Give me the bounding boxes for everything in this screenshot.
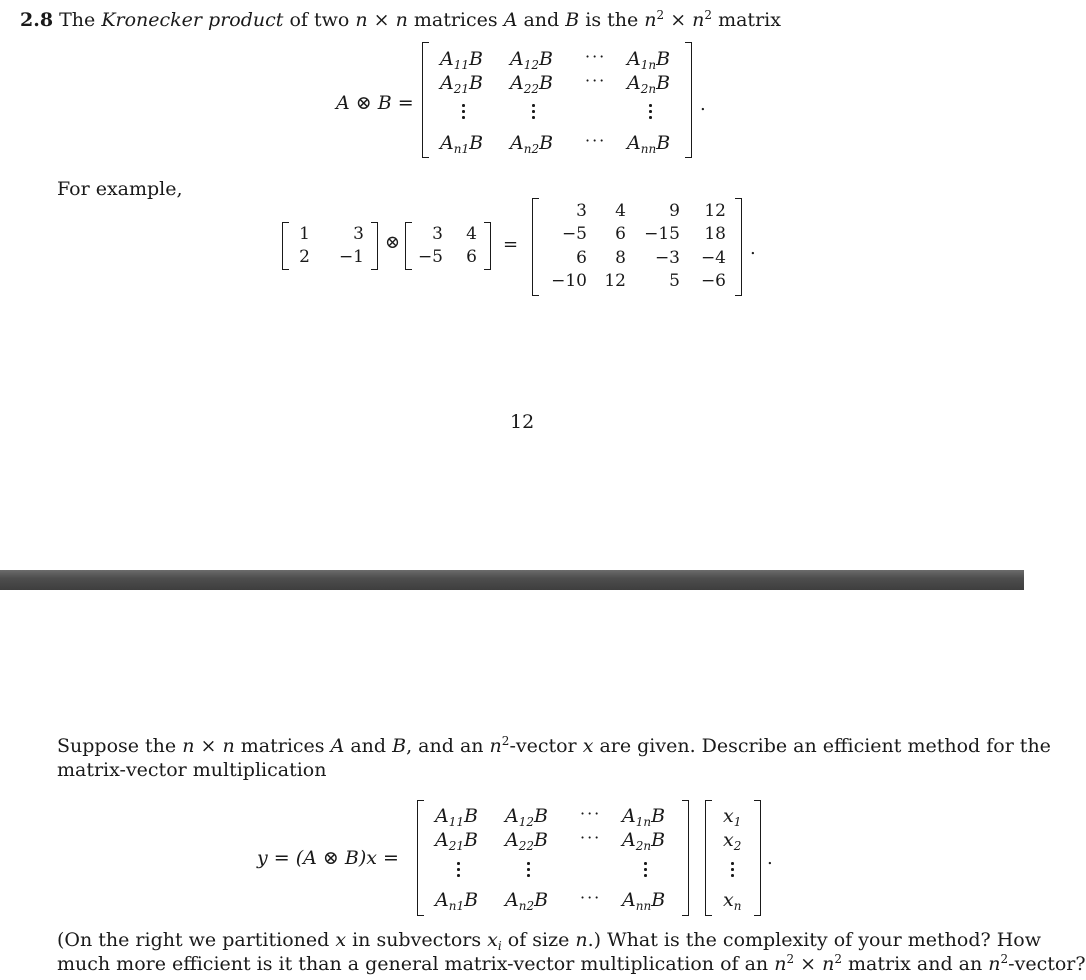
problem-number: 2.8 — [20, 9, 54, 31]
equals-symbol: = — [503, 234, 519, 255]
matrix-a-cell: −1 — [338, 247, 364, 267]
block-cell: $A_{n1}B$ — [440, 132, 484, 156]
matrix-b-cell: 3 — [432, 224, 443, 244]
closing-line-1: (On the right we partitioned x in subvectors $x_i$ of size n.) What is the complexity of your method? How — [57, 929, 1041, 953]
vdots — [457, 862, 461, 880]
result-cell: −6 — [700, 271, 726, 291]
block-matrix-lhs: A ⊗ B = — [336, 92, 414, 114]
block-cell: $A_{1n}B$ — [627, 48, 671, 72]
matrix-b-cell: 6 — [466, 247, 477, 267]
paragraph-line-2: matrix-vector multiplication — [57, 759, 327, 781]
problem-statement — [20, 8, 781, 32]
result-cell: −10 — [551, 271, 587, 291]
product-period: . — [767, 848, 773, 869]
hdots: ··· — [585, 131, 607, 150]
block-cell: $A_{n2}B$ — [505, 889, 549, 913]
paragraph-line-1: Suppose the n × n matrices A and B, and an $n^2$-vector x are given. Describe an efficient method for the — [57, 734, 1051, 757]
block-cell: $A_{nn}B$ — [627, 132, 671, 156]
result-cell: 3 — [576, 201, 587, 221]
block-cell: $A_{11}B$ — [435, 805, 478, 829]
block-cell: $A_{11}B$ — [440, 48, 483, 72]
block-cell: $A_{2n}B$ — [622, 829, 666, 853]
block-cell: $A_{n2}B$ — [510, 132, 554, 156]
result-cell: −5 — [561, 224, 587, 244]
example-matrix-b — [405, 222, 491, 270]
example-result-matrix — [532, 198, 742, 296]
block-cell: $A_{12}B$ — [505, 805, 548, 829]
vdots — [527, 862, 531, 880]
hdots: ··· — [580, 888, 602, 907]
vdots — [462, 104, 466, 122]
block-cell: $A_{21}B$ — [440, 72, 483, 96]
result-cell: 6 — [576, 248, 587, 268]
closing-line-2: much more efficient is it than a general matrix-vector multiplication of an $n^2 \times n^2$ matrix and an $n^2$-vector? — [57, 952, 1086, 975]
result-cell: 6 — [615, 224, 626, 244]
result-cell: −15 — [644, 224, 680, 244]
intro-post: of two n × n matrices A and B is the $n^2 \times n^2$ matrix — [289, 8, 781, 31]
page-divider — [0, 570, 1024, 590]
x-vector — [705, 800, 761, 916]
x-vector-entry: $x_n$ — [723, 889, 742, 913]
x-vector-entry: $x_2$ — [723, 829, 742, 853]
vdots — [532, 104, 536, 122]
product-lhs: y = (A ⊗ B)x = — [257, 847, 399, 869]
result-cell: 9 — [669, 201, 680, 221]
block-cell: $A_{21}B$ — [435, 829, 478, 853]
example-label: For example, — [57, 178, 183, 200]
block-cell: $A_{22}B$ — [510, 72, 553, 96]
hdots: ··· — [580, 804, 602, 823]
hdots: ··· — [585, 71, 607, 90]
matrix-b-cell: 4 — [466, 224, 477, 244]
result-cell: 4 — [615, 201, 626, 221]
kronecker-term: Kronecker product — [101, 9, 284, 31]
result-cell: 18 — [704, 224, 726, 244]
result-cell: 5 — [669, 271, 680, 291]
block-cell: $A_{22}B$ — [505, 829, 548, 853]
hdots: ··· — [585, 47, 607, 66]
result-cell: −3 — [654, 248, 680, 268]
page-number: 12 — [510, 411, 535, 433]
product-block-matrix — [417, 800, 689, 916]
matrix-b-cell: −5 — [417, 247, 443, 267]
hdots: ··· — [580, 828, 602, 847]
block-cell: $A_{12}B$ — [510, 48, 553, 72]
x-vector-entry: $x_1$ — [723, 805, 742, 829]
block-cell: $A_{1n}B$ — [622, 805, 666, 829]
example-period: . — [750, 238, 756, 259]
example-matrix-a — [282, 222, 378, 270]
result-cell: 12 — [604, 271, 626, 291]
vdots — [649, 104, 653, 122]
vdots — [644, 862, 648, 880]
block-cell: $A_{n1}B$ — [435, 889, 479, 913]
matrix-a-cell: 3 — [353, 224, 364, 244]
result-cell: −4 — [700, 248, 726, 268]
result-cell: 12 — [704, 201, 726, 221]
vdots — [731, 862, 735, 880]
block-cell: $A_{nn}B$ — [622, 889, 666, 913]
otimes-symbol: ⊗ — [385, 232, 401, 253]
result-cell: 8 — [615, 248, 626, 268]
block-matrix-period: . — [700, 94, 706, 115]
block-matrix — [422, 42, 692, 158]
intro-pre: The — [59, 9, 96, 31]
page-bottom — [0, 590, 1086, 980]
matrix-a-cell: 1 — [299, 224, 310, 244]
block-cell: $A_{2n}B$ — [627, 72, 671, 96]
matrix-a-cell: 2 — [299, 247, 310, 267]
